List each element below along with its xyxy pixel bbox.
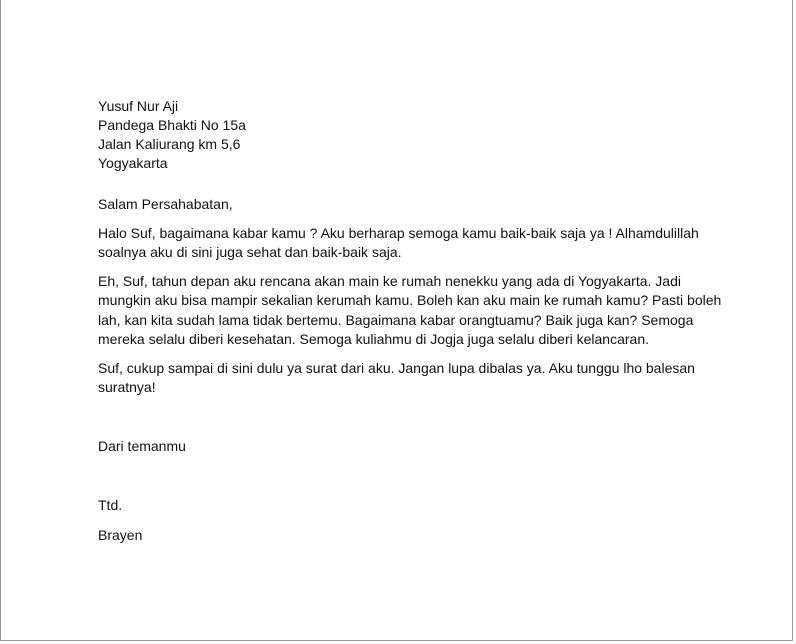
paragraph-line: lah, kan kita sudah lama tidak bertemu. Bagaimana kabar orangtuamu? Baik juga kan? Semoga [98, 311, 694, 328]
letter-body [98, 97, 722, 545]
address-road: Jalan Kaliurang km 5,6 [98, 136, 241, 152]
closing-text: Dari temanmu [98, 437, 186, 454]
closing [98, 437, 698, 457]
paragraph-greeting [98, 224, 698, 263]
salutation [98, 195, 698, 215]
salutation-text: Salam Persahabatan, [98, 196, 233, 212]
signature-name [98, 526, 698, 546]
paragraph-line: suratnya! [98, 379, 156, 395]
paragraph-line: Halo Suf, bagaimana kabar kamu ? Aku berharap semoga kamu baik-baik saja ya ! Alhamdulillah [98, 224, 699, 241]
paragraph-line: mereka selalu diberi kesehatan. Semoga kuliahmu di Jogja juga selalu diberi kelancaran. [98, 331, 649, 347]
address-street: Pandega Bhakti No 15a [98, 117, 246, 133]
address-city: Yogyakarta [98, 155, 168, 171]
signature-label [98, 496, 698, 516]
recipient-address [98, 97, 698, 173]
paragraph-line: soalnya aku di sini juga sehat dan baik-baik saja. [98, 244, 402, 260]
paragraph-ending [98, 359, 698, 398]
paragraph-visit-plan [98, 272, 722, 350]
ttd-text: Ttd. [98, 497, 123, 513]
paragraph-line: Suf, cukup sampai di sini dulu ya surat dari aku. Jangan lupa dibalas ya. Aku tunggu lho balesan [98, 359, 695, 376]
signature-text: Brayen [98, 526, 143, 543]
paragraph-line: Eh, Suf, tahun depan aku rencana akan main ke rumah nenekku yang ada di Yogyakarta. Jadi [98, 272, 681, 289]
paragraph-line: mungkin aku bisa mampir sekalian kerumah kamu. Boleh kan aku main ke rumah kamu? Pasti boleh [98, 292, 722, 308]
address-name: Yusuf Nur Aji [98, 98, 179, 114]
